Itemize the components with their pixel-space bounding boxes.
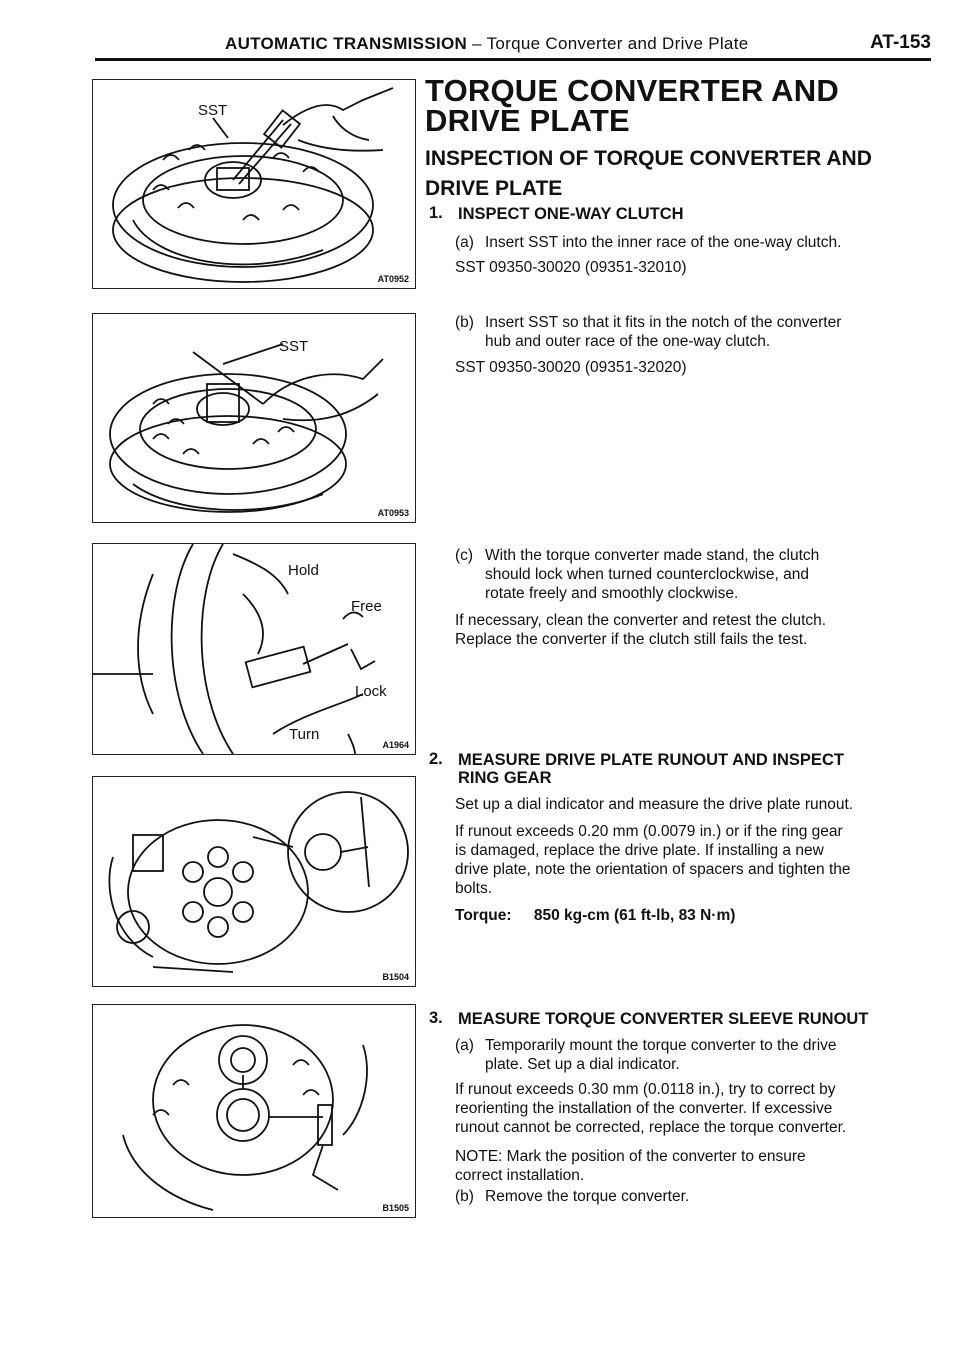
figure-label-free: Free — [351, 598, 382, 615]
torque-converter-illustration — [93, 314, 415, 522]
step-1b-sst: SST 09350-30020 (09351-32020) — [455, 359, 687, 376]
figure-code: B1505 — [382, 1203, 409, 1213]
figure-label-hold: Hold — [288, 562, 319, 579]
page-title: TORQUE CONVERTER AND DRIVE PLATE — [425, 73, 839, 138]
section-subtitle: INSPECTION OF TORQUE CONVERTER AND DRIVE PLATE — [425, 147, 872, 200]
step-3-note: NOTE: Mark the position of the converter to ensure correct installation. — [455, 1148, 806, 1184]
step-1a-sst: SST 09350-30020 (09351-32010) — [455, 259, 687, 276]
clutch-test-illustration — [93, 544, 415, 754]
step-1c-note: If necessary, clean the converter and retest the clutch. Replace the converter if the clutch still fails the test. — [455, 612, 827, 648]
figure-one-way-clutch-test — [92, 543, 416, 755]
figure-label-sst: SST — [279, 338, 309, 355]
figure-label-sst: SST — [198, 102, 228, 119]
step-2-setup: Set up a dial indicator and measure the drive plate runout. — [455, 796, 854, 813]
step-2-torque: Torque: 850 kg-cm (61 ft-lb, 83 N·m) — [455, 907, 736, 924]
sleeve-runout-illustration — [93, 1005, 415, 1217]
figure-label-turn: Turn — [289, 726, 320, 743]
figure-torque-converter-sst-2 — [92, 313, 416, 523]
figure-code: A1964 — [382, 740, 409, 750]
figure-torque-converter-sst-1 — [92, 79, 416, 289]
drive-plate-illustration — [93, 777, 415, 986]
figure-sleeve-runout — [92, 1004, 416, 1218]
page-number: AT-153 — [870, 32, 931, 53]
figure-label-lock: Lock — [355, 683, 387, 700]
figure-code: B1504 — [382, 972, 409, 982]
torque-converter-illustration — [93, 80, 415, 288]
section-title: AUTOMATIC TRANSMISSION – Torque Converter and Drive Plate — [225, 34, 749, 53]
figure-code: AT0953 — [377, 508, 409, 518]
page-header — [95, 28, 931, 60]
header-rule — [95, 58, 931, 61]
step-3-detail: If runout exceeds 0.30 mm (0.0118 in.), try to correct by reorienting the installation of the converter. If excessive runout cannot be corrected, replace the torque converter. — [455, 1081, 847, 1136]
figure-code: AT0952 — [377, 274, 409, 284]
figure-drive-plate-runout — [92, 776, 416, 987]
step-2-detail: If runout exceeds 0.20 mm (0.0079 in.) or if the ring gear is damaged, replace the drive plate. If installing a new drive plate, note the orientation of spacers and tighten the bolts. — [455, 823, 851, 897]
